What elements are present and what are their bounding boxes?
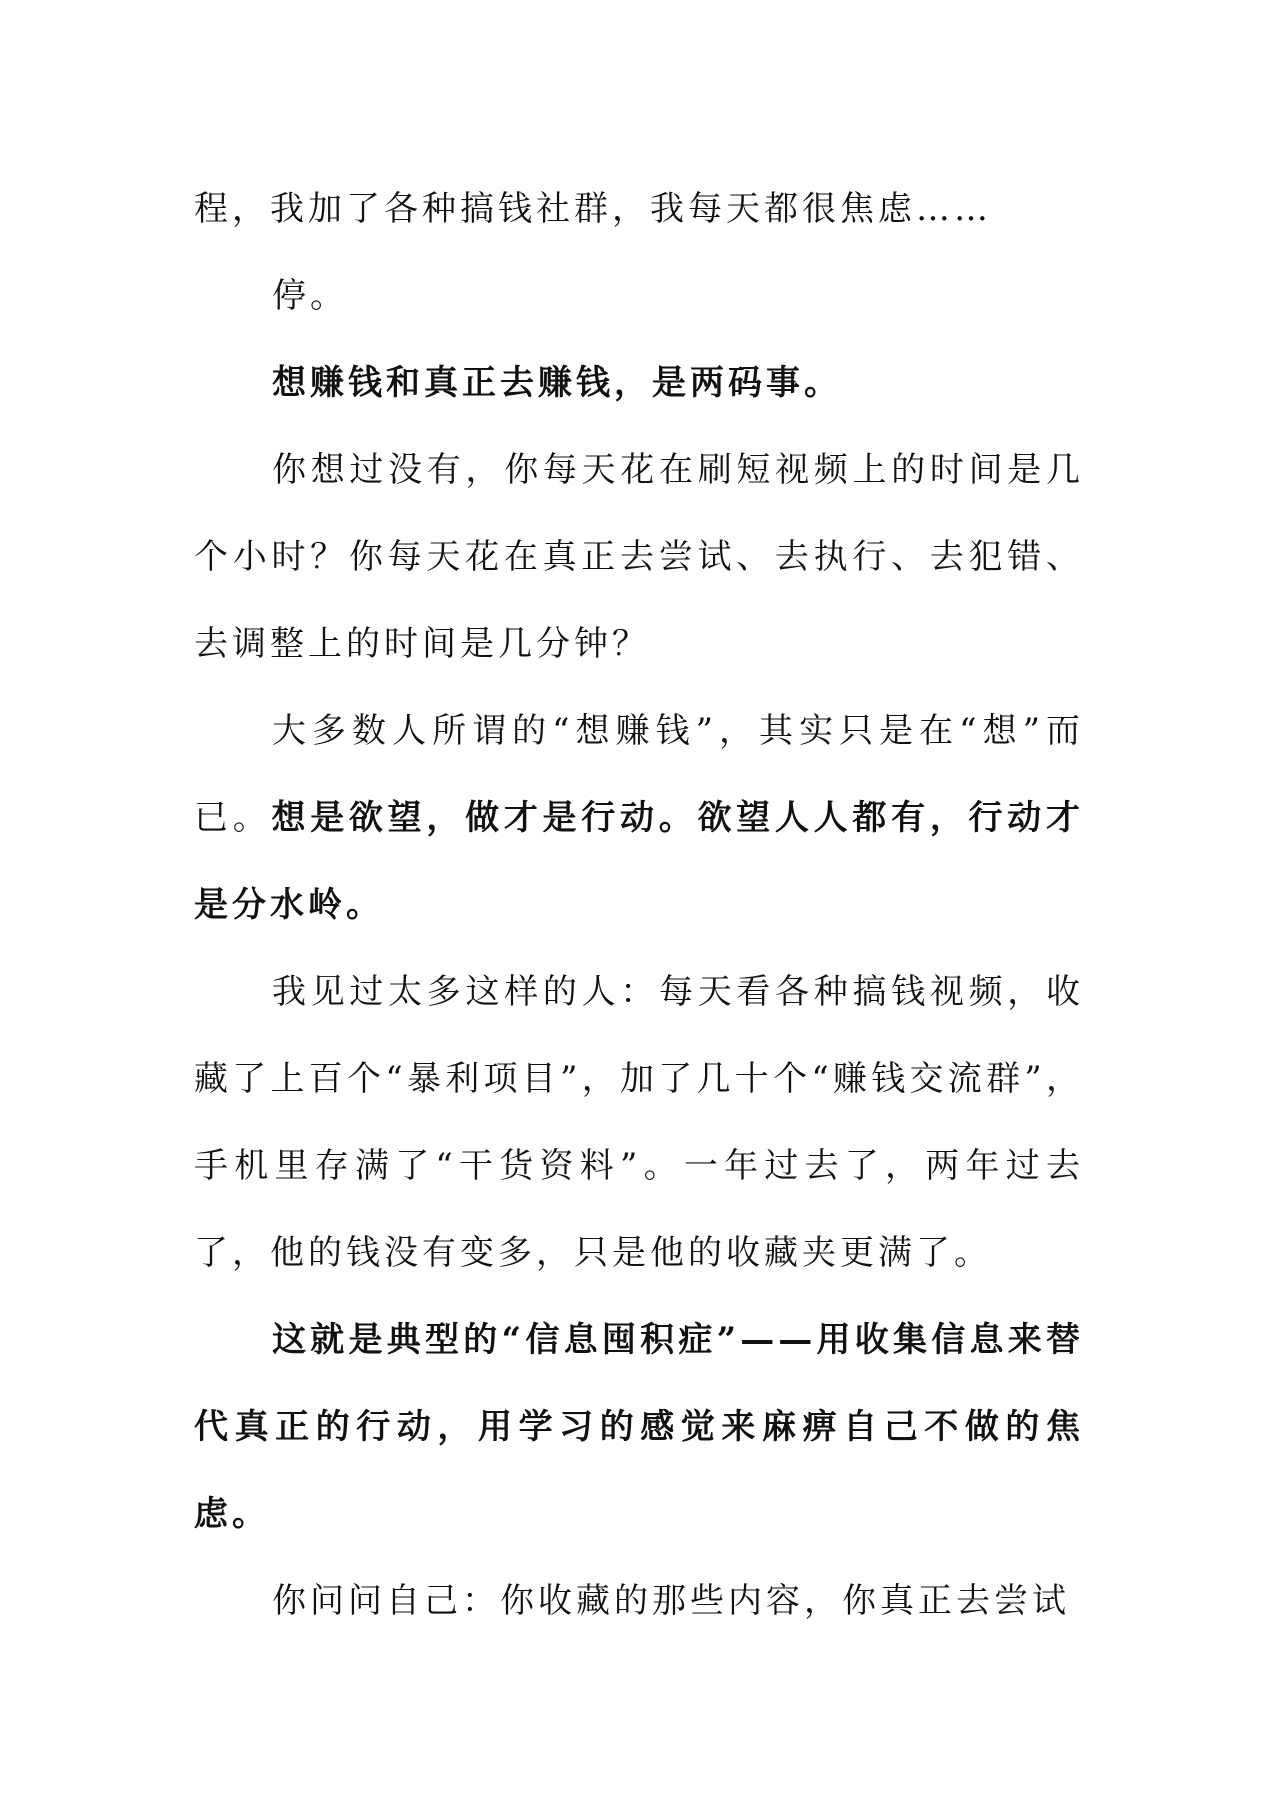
bold-text-run: 想是欲望，做才是行动。欲望人人都有，行动才是分水岭。	[194, 798, 1085, 925]
text-run: 程，我加了各种搞钱社群，我每天都很焦虑……	[194, 189, 992, 229]
paragraph	[194, 1558, 1084, 1645]
text-run: 你想过没有，你每天花在刷短视频上的时间是几个小时？你每天花在真正去尝试、去执行、去犯错、去调整上的时间是几分钟？	[194, 450, 1084, 664]
paragraph	[194, 688, 1084, 949]
paragraph	[194, 949, 1084, 1297]
bold-text-run: 这就是典型的“信息囤积症”——用收集信息来替代真正的行动，用学习的感觉来麻痹自己不做的焦虑。	[194, 1320, 1084, 1534]
text-run: 停。	[272, 276, 348, 316]
text-run: 你问问自己：你收藏的那些内容，你真正去尝试	[272, 1581, 1070, 1621]
paragraph	[194, 253, 1084, 340]
paragraph	[194, 166, 1084, 253]
body-text	[194, 166, 1084, 1645]
paragraph	[194, 1297, 1084, 1558]
text-run: 我见过太多这样的人：每天看各种搞钱视频，收藏了上百个“暴利项目”，加了几十个“赚钱交流群”，手机里存满了“干货资料”。一年过去了，两年过去了，他的钱没有变多，只是他的收藏夹更满了。	[194, 972, 1084, 1273]
bold-text-run: 想赚钱和真正去赚钱，是两码事。	[272, 363, 842, 403]
text-run: 大多数人所谓的“想赚钱”，其实只是在“想”而已。	[194, 711, 1084, 838]
paragraph	[194, 427, 1084, 688]
paragraph	[194, 340, 1084, 427]
